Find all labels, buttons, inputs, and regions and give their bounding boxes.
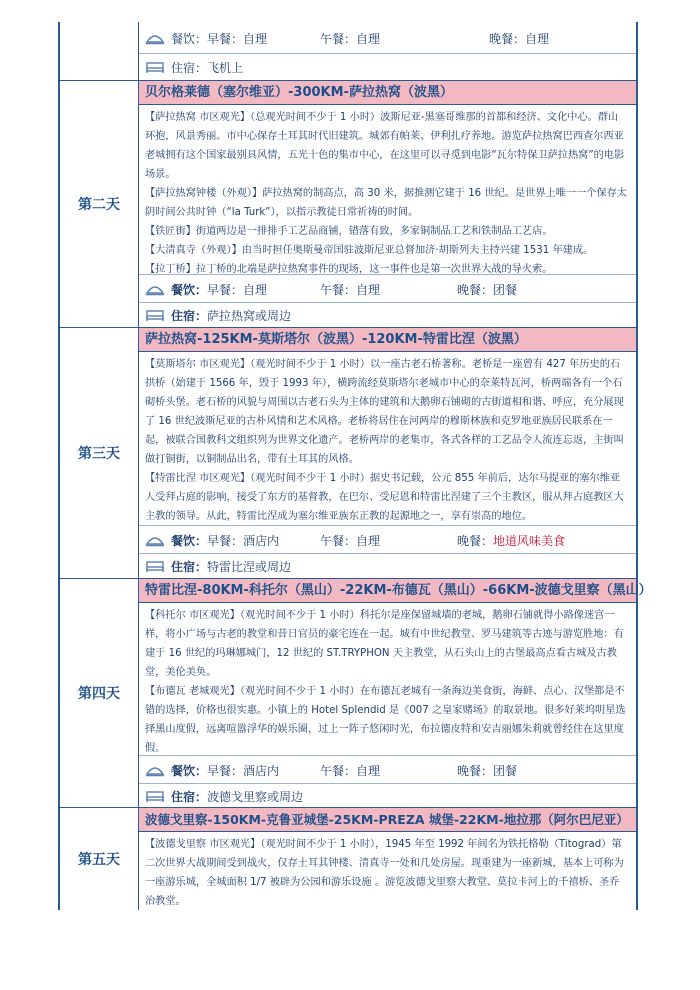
lunch-label: 午餐： (320, 533, 357, 548)
paragraph: 【莫斯塔尔 市区观光】（观光时间不少于 1 小时）以一座古老石桥著称。老桥是一座曾有 427 年历史的石拱桥（始建于 1566 年，毁于 1993 年），横跨流经莫斯塔尔老城市中心的奈莱特瓦河，桥两端各有一个石砌桥头堡。老石桥的风貌与周围以古老石头为主体的建筑和大鹅卵石铺砌的古街道相和谐、呼应，充分展现了 16 世纪波斯尼亚的古朴风情和艺术风格。老桥将居住在河两岸的穆斯林族和克罗地亚族居民联系在一起，被联合国教科文组织列为世界文化遗产。老桥两岸的老集市，各式各样的工艺品令人流连忘返，主街叫做打铜街，以铜制品出名，带有土耳其的风格。 (145, 359, 624, 465)
breakfast-label: 早餐： (207, 763, 244, 778)
day-row-top (60, 22, 636, 80)
lunch-label: 午餐： (320, 763, 357, 778)
route-title: 特雷比涅-80KM-科托尔（黑山）-22KM-布德瓦（黑山）-66KM-波德戈里察（黑山） (139, 579, 636, 603)
paragraph: 【特雷比涅 市区观光】（观光时间不少于 1 小时）据史书记载，公元 855 年前后，达尔马提亚的塞尔维亚人受拜占庭的影响，接受了东方的基督教，在巴尔、受尼恩和特雷比涅建了三个主教区，服从拜占庭教区大主教的领导。从此，特雷比涅成为塞尔维亚族东正教的起源地之一，享有崇高的地位。 (145, 473, 624, 522)
bed-icon (145, 788, 165, 804)
lunch-label: 午餐： (320, 31, 357, 46)
stay-row (145, 554, 636, 578)
dinner-value: 自理 (525, 31, 550, 46)
route-description (145, 835, 628, 911)
day-row-3 (60, 328, 636, 578)
paragraph: 【布德瓦 老城观光】（观光时间不少于 1 小时）在布德瓦老城有一条海边美食街，海鲜、点心、汉堡都是不错的选择，价格也很实惠。小镇上的 Hotel Splendid 是《007 之皇家赌场》的取景地。很多好莱坞明星选择黑山度假，远离喧嚣浮华的娱乐圈，过上一阵子悠闲时光，布拉德皮特和安吉丽娜朱莉就曾经住在这里度假。 (145, 686, 626, 754)
meal-label: 餐饮： (171, 31, 208, 46)
route-title: 贝尔格莱德（塞尔维亚）-300KM-萨拉热窝（波黑） (139, 81, 636, 105)
cloche-icon (145, 30, 165, 46)
bed-icon (145, 307, 165, 323)
lunch-label: 午餐： (320, 282, 357, 297)
cloche-icon (145, 762, 165, 778)
lunch-value: 自理 (356, 282, 381, 297)
paragraph: 【萨拉热窝钟楼（外观）】萨拉热窝的制高点，高 30 米，据推测它建于 16 世纪。是世界上唯一一个保存太阴时间公共时钟（“la Turk”），以指示教徒日常祈祷的时间。 (145, 188, 628, 218)
dinner-value: 团餐 (493, 282, 518, 297)
paragraph: 【波德戈里察 市区观光】（观光时间不少于 1 小时），1945 年至 1992 年间名为铁托格勒（Titograd）第二次世界大战期间受到战火，仅存土耳其钟楼、清真寺一处和几处房屋。现重建为一座新城，基本上可称为一座游乐城，全城面积 1/7 被辟为公园和游乐设施 。游览波德戈里察大教堂、莫拉卡河上的千禧桥、圣乔治教堂。 (145, 839, 624, 907)
lunch-value: 自理 (356, 763, 381, 778)
dinner-value: 地道风味美食 (493, 533, 566, 548)
day-row-2 (60, 81, 636, 327)
dinner-label: 晚餐： (457, 763, 494, 778)
dinner-label: 晚餐： (457, 533, 494, 548)
meal-label: 餐饮： (171, 533, 208, 548)
breakfast-value: 酒店内 (243, 763, 280, 778)
stay-label: 住宿： (171, 789, 208, 804)
dinner-label: 晚餐： (489, 31, 526, 46)
paragraph: 【大清真寺（外观）】由当时担任奥斯曼帝国驻波斯尼亚总督加济·胡斯列夫主持兴建 1531 年建成。 (145, 245, 594, 256)
stay-value: 波德戈里察或周边 (207, 789, 304, 804)
paragraph: 【萨拉热窝 市区观光】（总观光时间不少于 1 小时）波斯尼亚-黑塞哥维那的首都和经济、文化中心。群山环抱，风景秀丽。市中心保存土耳其时代旧建筑。城郊有帕莱、伊利扎疗养地。游览萨拉热窝巴西查尔西亚老城拥有这个国家最别具风情，五光十色的集市中心，在这里可以寻觅到电影“瓦尔特保卫萨拉热窝”的电影场景。 (145, 112, 625, 180)
meal-label: 餐饮： (171, 763, 208, 778)
day-label: 第四天 (60, 579, 139, 807)
route-title: 波德戈里察-150KM-克鲁亚城堡-25KM-PREZA 城堡-22KM-地拉那（阿尔巴尼亚） (139, 808, 636, 832)
route-description (145, 606, 628, 758)
dinner-value: 团餐 (493, 763, 518, 778)
meal-row (145, 758, 636, 782)
paragraph: 【科托尔 市区观光】（观光时间不少于 1 小时）科托尔是座保留城墙的老城，鹅卵石铺就得小路像迷宫一样，将小广场与古老的教堂和昔日官员的豪宅连在一起。城有中世纪教堂、罗马建筑等古迹与游览胜地：有建于 16 世纪的玛琳娜城门，12 世纪的 ST.TRYPHON 天主教堂，从石头山上的古堡最高点看古城及古教堂，美伦美奂。 (145, 610, 624, 678)
stay-label: 住宿： (171, 60, 208, 75)
day-label: 第二天 (60, 81, 139, 327)
stay-value: 特雷比涅或周边 (207, 559, 292, 574)
meal-row (145, 528, 636, 552)
cloche-icon (145, 281, 165, 297)
day-label: 第三天 (60, 328, 139, 578)
stay-value: 萨拉热窝或周边 (207, 308, 292, 323)
stay-row (145, 784, 636, 808)
meal-row (145, 26, 636, 50)
paragraph: 【拉丁桥】拉丁桥的北端是萨拉热窝事件的现场，这一事件也是第一次世界大战的导火索。 (145, 264, 553, 275)
paragraph: 【铁匠街】街道两边是一排排手工艺品商铺，错落有致，多家铜制品工艺和铁制品工艺店。 (145, 226, 553, 237)
breakfast-value: 酒店内 (243, 533, 280, 548)
route-description (145, 108, 628, 279)
meal-label: 餐饮： (171, 282, 208, 297)
day-row-4 (60, 579, 652, 807)
itinerary-table (58, 22, 652, 910)
breakfast-label: 早餐： (207, 282, 244, 297)
breakfast-label: 早餐： (207, 31, 244, 46)
day-cell (60, 22, 139, 80)
day-row-5 (60, 808, 636, 910)
route-title: 萨拉热窝-125KM-莫斯塔尔（波黑）-120KM-特雷比涅（波黑） (139, 328, 636, 352)
breakfast-label: 早餐： (207, 533, 244, 548)
stay-row (145, 303, 636, 327)
lunch-value: 自理 (356, 31, 381, 46)
stay-label: 住宿： (171, 308, 208, 323)
meal-row (145, 277, 636, 301)
day-label: 第五天 (60, 808, 139, 910)
stay-row (145, 55, 636, 79)
breakfast-value: 自理 (243, 282, 268, 297)
dinner-label: 晚餐： (457, 282, 494, 297)
stay-value: 飞机上 (207, 60, 244, 75)
route-description (145, 355, 628, 526)
stay-label: 住宿： (171, 559, 208, 574)
breakfast-value: 自理 (243, 31, 268, 46)
bed-icon (145, 558, 165, 574)
cloche-icon (145, 532, 165, 548)
lunch-value: 自理 (356, 533, 381, 548)
bed-icon (145, 59, 165, 75)
